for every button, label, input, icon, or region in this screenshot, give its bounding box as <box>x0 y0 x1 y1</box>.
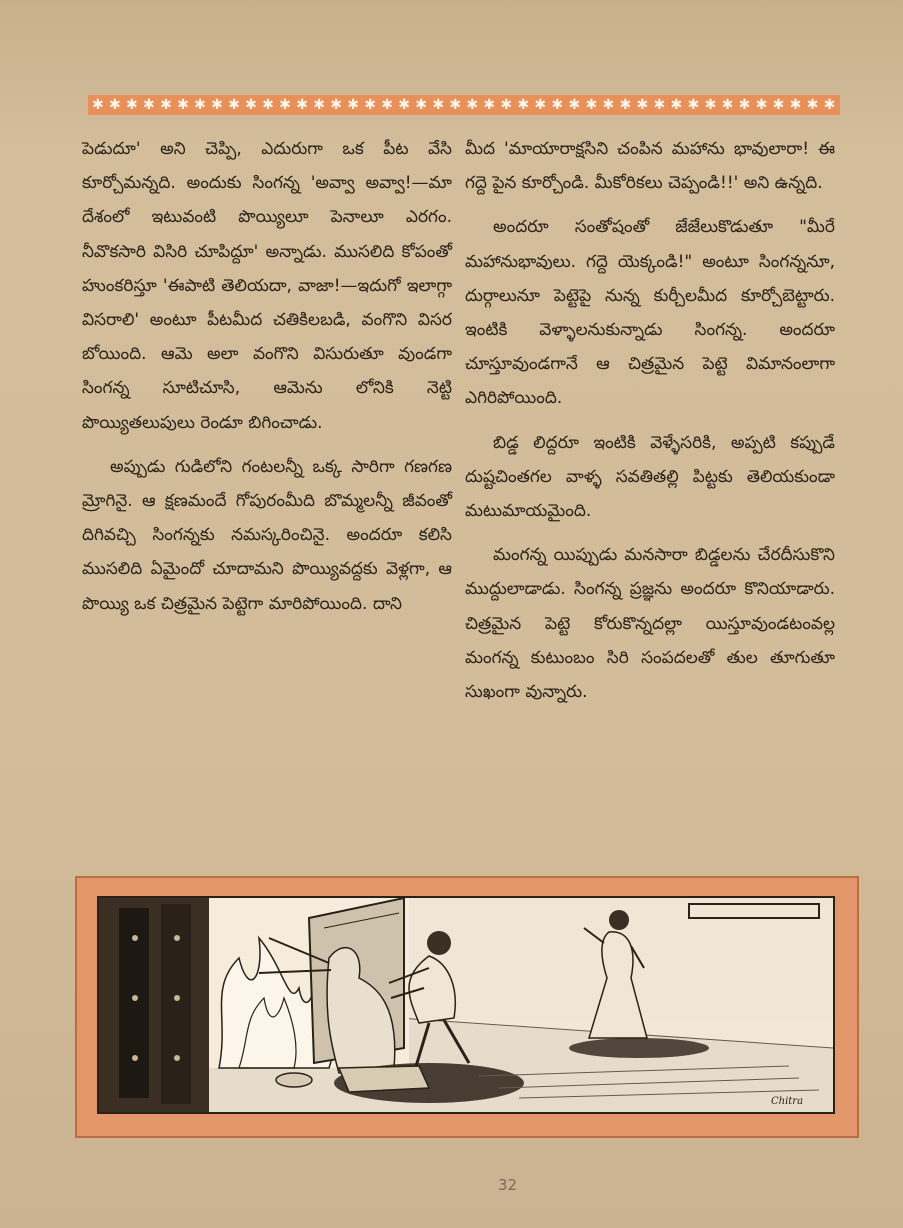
paragraph: బిడ్డ లిద్దరూ ఇంటికి వెళ్ళేసరికి, అప్పటి కప్పుడే దుష్టచింతగల వాళ్ళ సవతితల్లి పిట్టకు తెలియకుండా మటుమాయమైంది. <box>465 432 835 522</box>
illustration-drawing <box>99 898 833 1112</box>
decorative-border-strip: ✱ ✱ ✱ ✱ ✱ ✱ ✱ ✱ ✱ ✱ ✱ ✱ ✱ ✱ ✱ ✱ ✱ ✱ ✱ ✱ ✱ ✱ ✱ ✱ ✱ ✱ ✱ ✱ ✱ ✱ ✱ ✱ ✱ ✱ ✱ ✱ ✱ ✱ ✱ ✱ ✱ ✱ ✱ ✱ <box>88 95 840 115</box>
artist-signature: Chitra <box>771 1096 804 1107</box>
page-number: 32 <box>498 1176 518 1194</box>
paragraph: మీద 'మాయారాక్షసిని చంపిన మహాను భావులారా! ఈ గద్దె పైన కూర్చోండి. మీకోరికలు చెప్పండి!!' అని ఉన్నది. <box>465 139 835 194</box>
story-illustration <box>97 896 835 1114</box>
paragraph: అందరూ సంతోషంతో జేజేలుకొడుతూ "మీరే మహానుభావులు. గద్దె యెక్కండి!" అంటూ సింగన్ననూ, దుర్గాలునూ పెట్టెపై నున్న కుర్చీలమీద కూర్చోబెట్టారు. ఇంటికి వెళ్ళాలనుకున్నాడు సింగన్న. అందరూ చూస్తూవుండగానే ఆ చిత్రమైన పెట్టె విమానంలాగా ఎగిరిపోయింది. <box>465 217 835 409</box>
paragraph: మంగన్న యిప్పుడు మనసారా బిడ్డలను చేరదీసుకొని ముద్దులాడాడు. సింగన్న ప్రజ్ఞను అందరూ కొనియాడారు. చిత్రమైన పెట్టె కోరుకొన్నదల్లా యిస్తూవుండటంవల్ల మంగన్న కుటుంబం సిరి సంపదలతో తుల తూగుతూ సుఖంగా వున్నారు. <box>465 545 835 703</box>
girl-head <box>609 910 629 930</box>
paragraph: పెడుదూ' అని చెప్పి, ఎదురుగా ఒక పీట వేసి కూర్చోమన్నది. అందుకు సింగన్న 'అవ్వా అవ్వా!—మా దేశంలో ఇటువంటి పొయ్యిలూ పెనాలూ ఎరగం. నీవొకసారి విసిరి చూపిద్దూ' అన్నాడు. ముసలిది కోపంతో హుంకరిస్తూ 'ఈపాటి తెలియదా, వాజా!—ఇదుగో ఇలాగ్గా విసరాలి' అంటూ పీటమీద చతికిలబడి, వంగొని విసర బోయింది. ఆమె అలా వంగొని విసురుతూ వుండగా సింగన్న సూటిచూసి, ఆమెను లోనికి నెట్టి పొయ్యితలుపులు రెండూ బిగించాడు. <box>82 139 452 433</box>
illustration-frame <box>75 876 859 1138</box>
plate <box>276 1073 312 1087</box>
left-text-column <box>82 132 452 631</box>
oven-wall <box>99 898 209 1112</box>
right-text-column <box>465 132 835 719</box>
boy-head <box>427 931 451 955</box>
floor-board <box>339 1066 429 1092</box>
paragraph: అప్పుడు గుడిలోని గంటలన్నీ ఒక్క సారిగా గణగణ మ్రోగినై. ఆ క్షణమందే గోపురంమీది బొమ్మలన్నీ జీవంతో దిగివచ్చి సింగన్నకు నమస్కరించినై. అందరూ కలిసి ముసలిది ఏమైందో చూదామని పొయ్యివద్దకు వెళ్లగా, ఆ పొయ్యి ఒక చిత్రమైన పెట్టెగా మారిపోయింది. దాని <box>82 456 452 614</box>
